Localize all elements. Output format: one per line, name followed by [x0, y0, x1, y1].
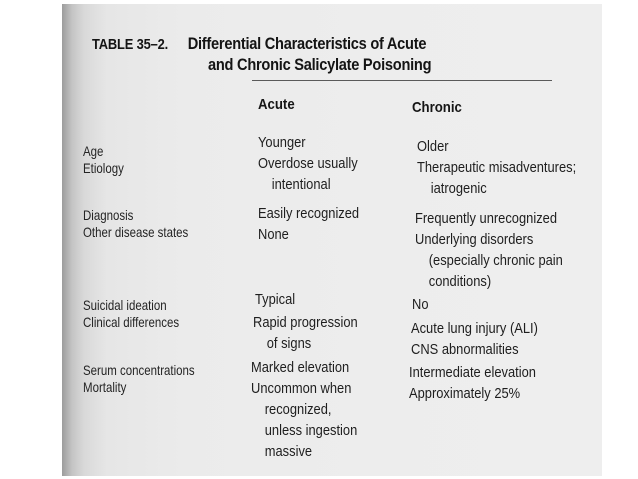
cell-diagnosis-chronic: Frequently unrecognized [415, 210, 557, 227]
cell-mortality-chronic: Approximately 25% [409, 385, 521, 402]
row-label-etiology: Etiology [83, 160, 124, 176]
cell-serum-concentrations-chronic: Intermediate elevation [409, 364, 536, 381]
table-title-line-2: and Chronic Salicylate Poisoning [208, 55, 432, 74]
cell-age-acute: Younger [258, 134, 306, 151]
row-label-serum-concentrations: Serum concentrations [83, 362, 195, 378]
header-rule [252, 80, 552, 81]
row-label-age: Age [83, 143, 104, 159]
cell-clinical-differences-chronic: Acute lung injury (ALI) CNS abnormalities [411, 320, 538, 358]
scanned-table-image [62, 4, 602, 476]
cell-suicidal-ideation-chronic: No [412, 296, 429, 313]
table-number: TABLE 35–2. [92, 36, 169, 53]
cell-etiology-acute: Overdose usually intentional [258, 155, 358, 193]
cell-other-disease-states-chronic: Underlying disorders (especially chronic pain conditions) [415, 231, 563, 290]
row-label-diagnosis: Diagnosis [83, 207, 134, 223]
cell-mortality-acute: Uncommon when recognized, unless ingestion massive [251, 380, 358, 460]
cell-age-chronic: Older [417, 138, 449, 155]
column-header-acute: Acute [258, 96, 295, 113]
cell-etiology-chronic: Therapeutic misadventures; iatrogenic [417, 159, 577, 197]
column-header-chronic: Chronic [412, 99, 462, 116]
row-label-mortality: Mortality [83, 379, 127, 395]
row-label-clinical-differences: Clinical differences [83, 314, 180, 330]
table-title-line-1: Differential Characteristics of Acute [187, 34, 427, 53]
cell-suicidal-ideation-acute: Typical [255, 291, 296, 308]
cell-diagnosis-acute: Easily recognized [258, 205, 360, 222]
cell-clinical-differences-acute: Rapid progression of signs [253, 314, 358, 352]
table-heading-line-1 [92, 34, 426, 54]
cell-serum-concentrations-acute: Marked elevation [251, 359, 350, 376]
row-label-other-disease-states: Other disease states [83, 224, 189, 240]
row-label-suicidal-ideation: Suicidal ideation [83, 297, 167, 313]
cell-other-disease-states-acute: None [258, 226, 289, 243]
